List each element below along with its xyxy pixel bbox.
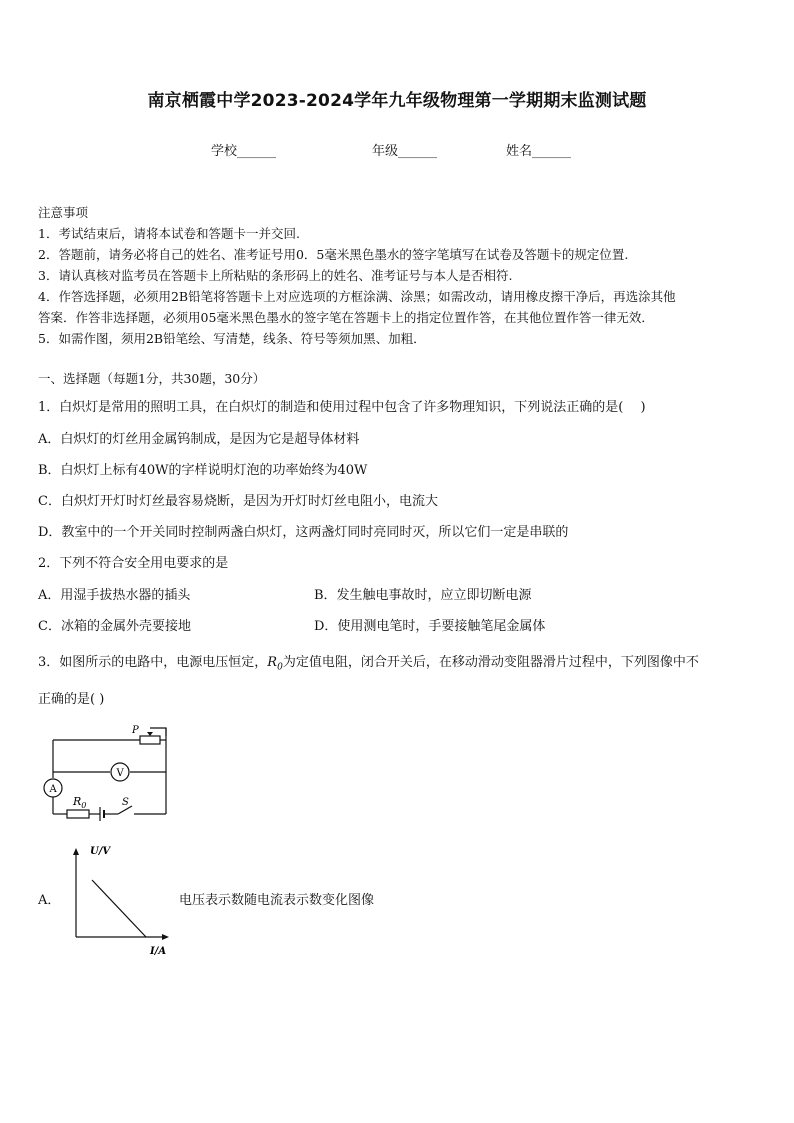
graph-line	[92, 880, 146, 937]
q1-option-b[interactable]: B．白炽灯上标有40W的字样说明灯泡的功率始终为40W	[38, 463, 368, 478]
notice-title: 注意事项	[38, 205, 89, 220]
ammeter-label: A	[49, 784, 57, 795]
grade-label: 年级	[372, 144, 399, 159]
q1-option-d[interactable]: D．教室中的一个开关同时控制两盏白炽灯，这两盏灯同时亮同时灭，所以它们一定是串联的	[38, 525, 569, 540]
q1-option-c[interactable]: C．白炽灯开灯时灯丝最容易烧断，是因为开灯时灯丝电阻小，电流大	[38, 494, 438, 509]
grade-blank: ______	[398, 144, 438, 159]
r0-resistor	[67, 810, 89, 818]
q2-option-a[interactable]: A．用湿手拔热水器的插头	[38, 588, 191, 603]
r0-symbol	[267, 655, 283, 673]
school-blank: ______	[237, 144, 277, 159]
school-label: 学校	[211, 144, 238, 159]
x-axis-label: I/A	[150, 946, 167, 957]
section-heading: 一、选择题（每题1分，共30题，30分）	[38, 371, 266, 386]
r0-main: R	[267, 655, 278, 670]
q3-stem	[38, 651, 699, 673]
notice-item-4: 4．作答选择题，必须用2B铅笔将答题卡上对应选项的方框涂满、涂黑；如需改动，请用橡皮擦干净后，再选涂其他	[38, 289, 676, 304]
name-blank: ______	[532, 144, 572, 159]
q3-stem-part-2: 为定值电阻，闭合开关后，在移动滑动变阻器滑片过程中，下列图像中不	[282, 655, 699, 670]
switch-label: S	[122, 797, 129, 808]
rheostat-resistor	[140, 736, 160, 744]
q2-stem: 2．下列不符合安全用电要求的是	[38, 556, 229, 571]
notice-item-5: 5．如需作图，须用2B铅笔绘、写清楚，线条、符号等须加黑、加粗．	[38, 331, 426, 346]
r0-circuit-main: R	[73, 795, 82, 808]
x-axis-arrow	[162, 934, 169, 940]
school-field[interactable]	[211, 140, 276, 159]
q3-option-a-letter[interactable]: A．	[38, 893, 61, 908]
voltmeter-label: V	[116, 768, 124, 779]
page-title: 南京栖霞中学2023-2024学年九年级物理第一学期期末监测试题	[147, 91, 647, 111]
q2-option-d[interactable]: D．使用测电笔时，手要接触笔尾金属体	[314, 619, 546, 634]
notice-item-1: 1．考试结束后，请将本试卷和答题卡一并交回.	[38, 226, 300, 241]
q2-option-b[interactable]: B．发生触电事故时，应立即切断电源	[314, 588, 532, 603]
u-i-graph	[70, 842, 172, 960]
slider-label: P	[132, 725, 139, 736]
notice-item-2: 2．答题前，请务必将自己的姓名、准考证号用0．5毫米黑色墨水的签字笔填写在试卷及答题卡的规定位置.	[38, 247, 629, 262]
y-axis-arrow	[73, 848, 79, 855]
q3-stem-line2: 正确的是( )	[38, 692, 105, 707]
r0-circuit-label	[72, 795, 86, 810]
r0-subscript: 0	[277, 662, 283, 673]
notice-item-4-cont: 答案．作答非选择题，必须用05毫米黑色墨水的签字笔在答题卡上的指定位置作答，在其他位置作答一律无效．	[38, 310, 654, 325]
grade-field[interactable]	[372, 140, 437, 159]
q3-option-a-text[interactable]: 电压表示数随电流表示数变化图像	[179, 893, 375, 908]
name-field[interactable]	[506, 140, 571, 159]
y-axis-label: U/V	[90, 846, 111, 857]
circuit-diagram	[40, 722, 180, 824]
q1-option-a[interactable]: A．白炽灯的灯丝用金属钨制成，是因为它是超导体材料	[38, 432, 360, 447]
name-label: 姓名	[506, 144, 533, 159]
q1-stem: 1．白炽灯是常用的照明工具，在白炽灯的制造和使用过程中包含了许多物理知识，下列说法正确的是( )	[38, 400, 646, 415]
notice-item-3: 3．请认真核对监考员在答题卡上所粘贴的条形码上的姓名、准考证号与本人是否相符.	[38, 268, 513, 283]
q3-stem-part-1: 3．如图所示的电路中，电源电压恒定，	[38, 655, 268, 670]
q2-option-c[interactable]: C．冰箱的金属外壳要接地	[38, 619, 191, 634]
r0-circuit-sub: 0	[81, 801, 87, 810]
